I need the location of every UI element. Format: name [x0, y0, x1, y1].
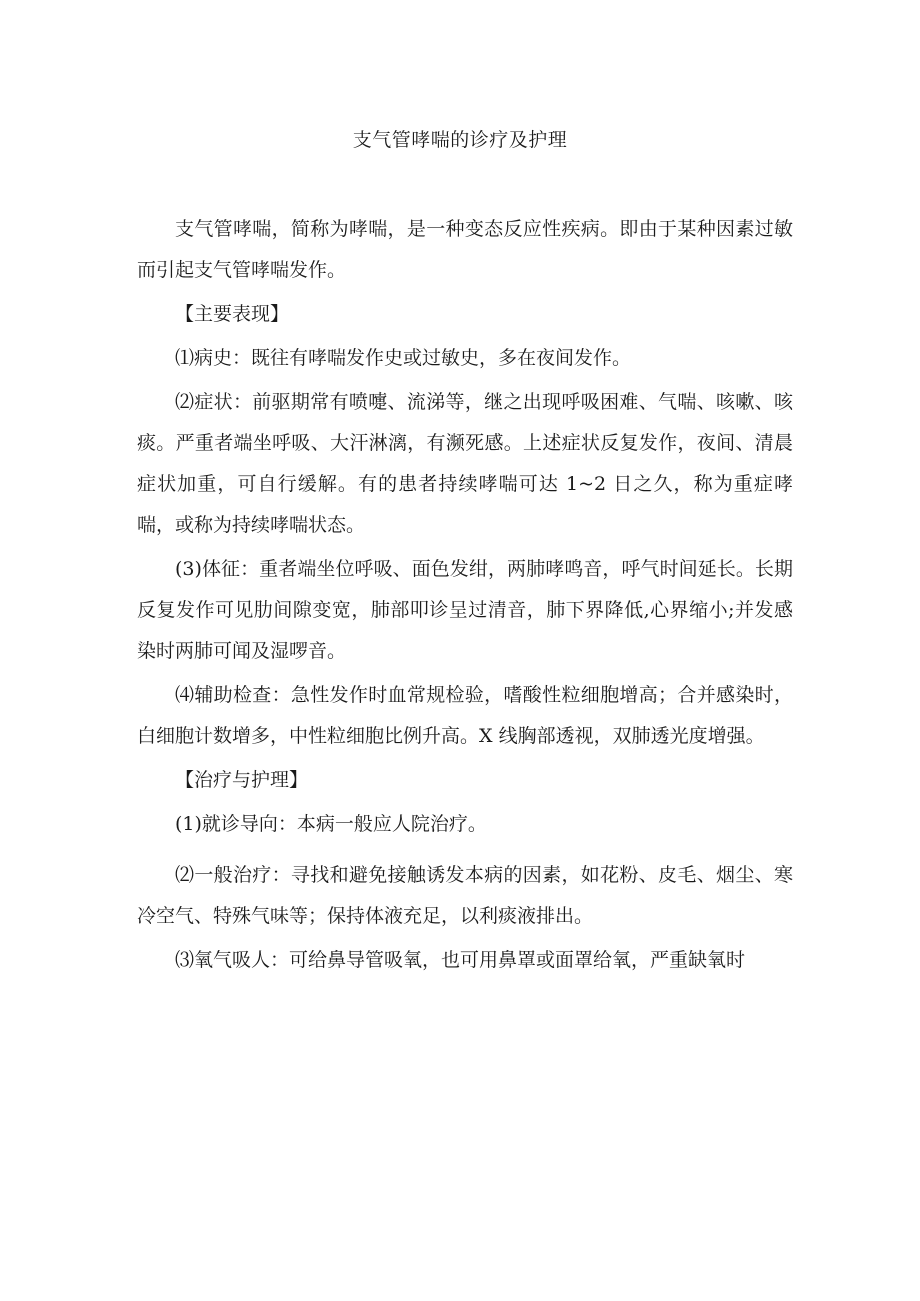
paragraph-signs: (3)体征：重者端坐位呼吸、面色发绀，两肺哮鸣音，呼气时间延长。长期反复发作可见肋间隙变宽，肺部叩诊呈过清音，肺下界降低,心界缩小;并发感染时两肺可闻及湿啰音。 [137, 558, 793, 662]
section-heading-main-symptoms: 【主要表现】 [175, 303, 290, 325]
section-heading-treatment-care: 【治疗与护理】 [175, 769, 309, 791]
paragraph-visit-guidance: (1)就诊导向：本病一般应人院治疗。 [175, 813, 487, 835]
document-title: 支气管哮喘的诊疗及护理 [352, 129, 568, 151]
paragraph-history: ⑴病史：既往有哮喘发作史或过敏史，多在夜间发作。 [175, 347, 632, 369]
paragraph-symptoms: ⑵症状：前驱期常有喷嚏、流涕等，继之出现呼吸困难、气喘、咳嗽、咳痰。严重者端坐呼吸、大汗淋漓，有濒死感。上述症状反复发作，夜间、清晨症状加重，可自行缓解。有的患者持续哮喘可达 1~2 日之久，称为重症哮喘，或称为持续哮喘状态。 [137, 391, 793, 536]
paragraph-oxygen-inhalation: ⑶氧气吸人：可给鼻导管吸氧，也可用鼻罩或面罩给氧，严重缺氧时 [175, 949, 746, 971]
document-body [137, 209, 793, 984]
paragraph-auxiliary-exam: ⑷辅助检查：急性发作时血常规检验，嗜酸性粒细胞增高；合并感染时，白细胞计数增多，中性粒细胞比例升高。X 线胸部透视，双肺透光度增强。 [137, 684, 793, 747]
paragraph-intro: 支气管哮喘，简称为哮喘，是一种变态反应性疾病。即由于某种因素过敏而引起支气管哮喘发作。 [137, 218, 793, 281]
paragraph-general-treatment: ⑵一般治疗：寻找和避免接触诱发本病的因素，如花粉、皮毛、烟尘、寒冷空气、特殊气味等；保持体液充足，以利痰液排出。 [137, 864, 793, 927]
